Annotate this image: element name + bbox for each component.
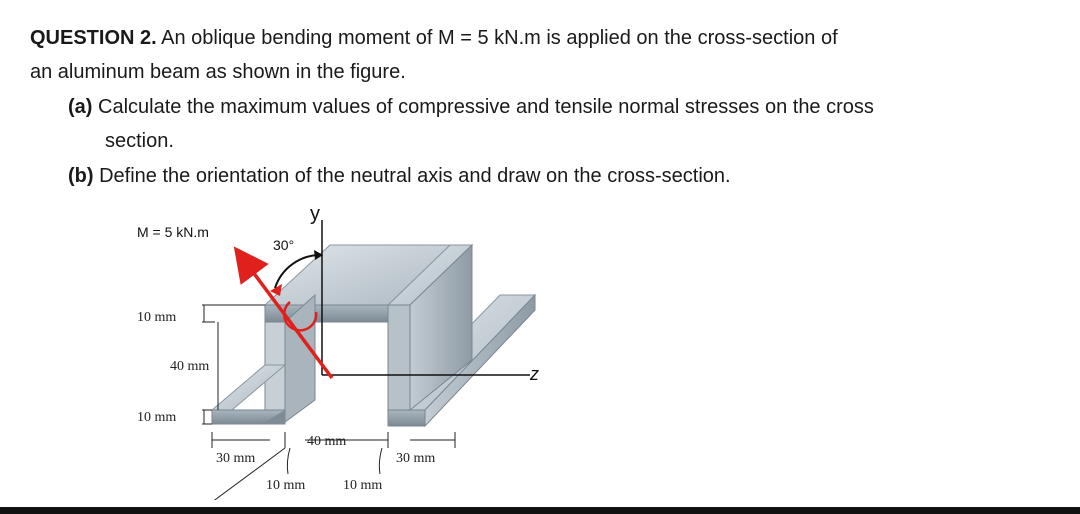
part-b-text: Define the orientation of the neutral axis and draw on the cross-section. [93,165,731,187]
beam-figure [120,200,560,500]
dim-web-left-10: 10 mm [266,478,306,493]
question-text-1: An oblique bending moment of M = 5 kN.m is applied on the cross-section of [156,27,838,49]
page-bottom-border [0,507,1080,514]
dim-top-flange: 10 mm [137,310,177,325]
dim-web-height: 40 mm [170,359,210,374]
z-axis-label: z [530,364,539,384]
part-b-label: (b) [68,165,94,187]
moment-label: M = 5 kN.m [137,224,209,240]
part-a-line-2: section. [105,130,174,152]
dim-bottom-flange: 10 mm [137,410,177,425]
dim-left-30: 30 mm [216,451,256,466]
angle-label: 30° [273,237,295,253]
question-label: QUESTION 2. [30,27,157,49]
question-line-2: an aluminum beam as shown in the figure. [30,61,406,83]
beam-body [212,245,535,426]
part-a-text-1: Calculate the maximum values of compressive and tensile normal stresses on the cross [92,96,874,118]
dim-right-30: 30 mm [396,451,436,466]
y-axis-label: y [310,203,320,225]
part-b-line [68,165,731,188]
dim-web-right-10: 10 mm [343,478,383,493]
part-a-line-1 [68,96,874,119]
dim-middle-40: 40 mm [307,434,347,449]
question-line-1 [30,27,838,50]
part-a-label: (a) [68,96,93,118]
